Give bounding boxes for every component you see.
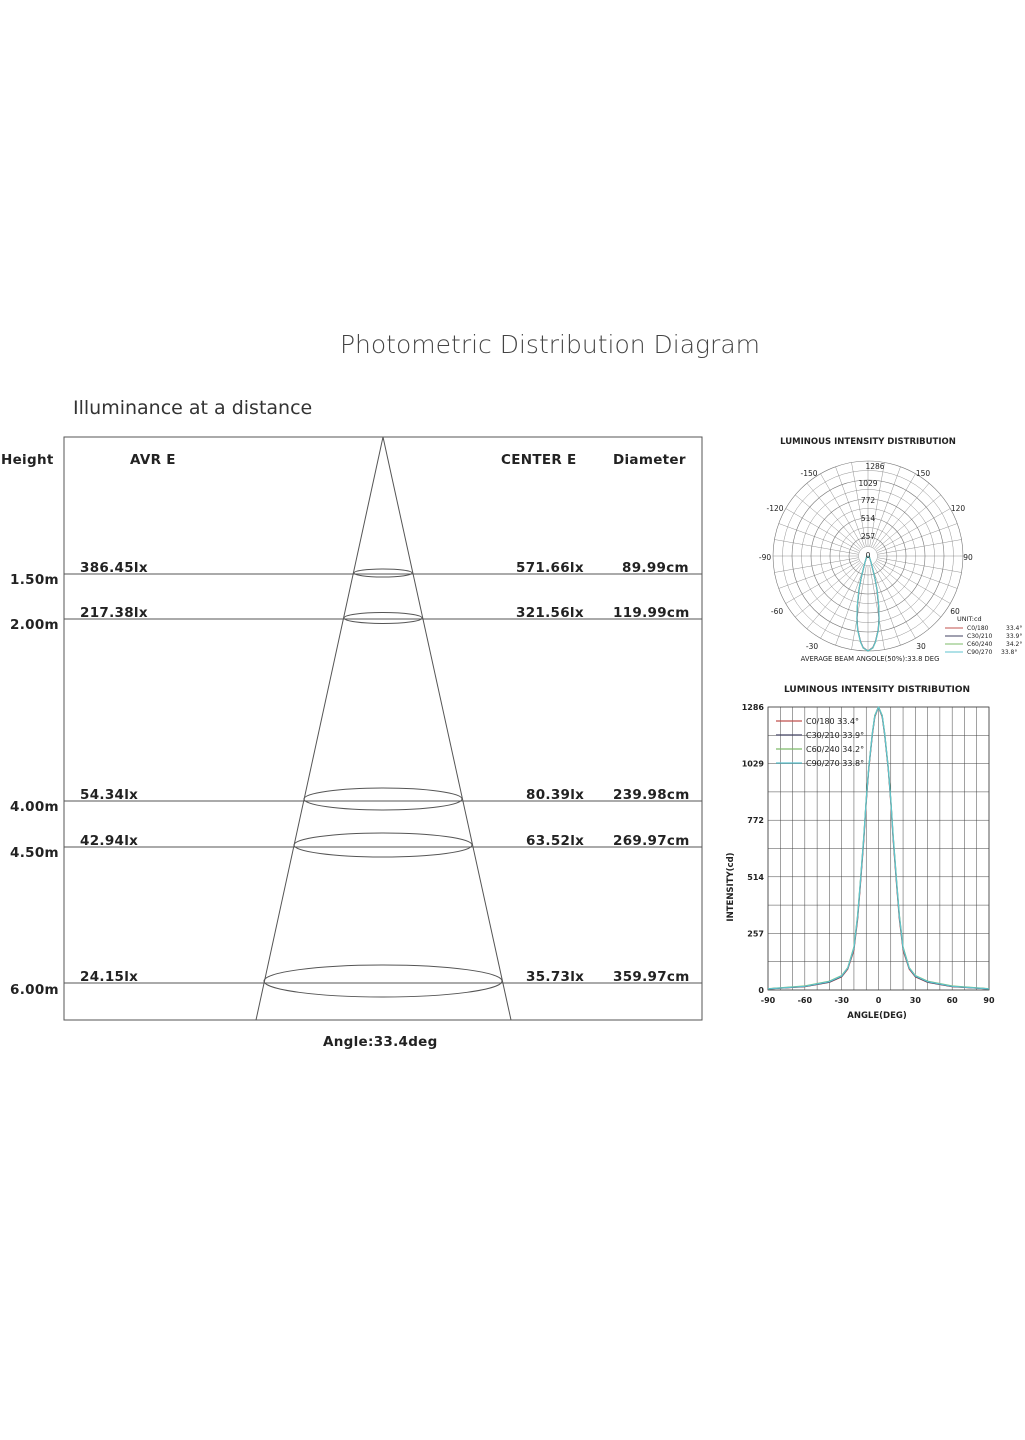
legend-label: C60/240 34.2°: [806, 745, 865, 754]
x-axis-label: ANGLE(DEG): [847, 1011, 907, 1021]
polar-legend: [945, 625, 1022, 656]
polar-angle-label: -150: [800, 469, 818, 478]
y-tick-label: 514: [747, 872, 764, 882]
polar-angle-label: 60: [950, 607, 960, 616]
x-tick-label: 60: [946, 996, 958, 1005]
legend-name: C90/270: [967, 649, 993, 656]
legend-label: C30/210 33.9°: [806, 731, 865, 740]
polar-spoke: [774, 540, 858, 555]
polar-angle-label: 30: [916, 642, 926, 651]
legend-name: C0/180: [967, 625, 989, 632]
polar-title: LUMINOUS INTENSITY DISTRIBUTION: [780, 437, 956, 447]
page-title: Photometric Distribution Diagram: [339, 330, 761, 359]
polar-spoke: [774, 558, 858, 573]
beam-ellipse-5: [264, 965, 502, 997]
chart-legend: [776, 717, 864, 768]
polar-r-label: 1029: [858, 479, 878, 488]
x-tick-label: 90: [983, 996, 995, 1005]
row-height: 2.00m: [10, 617, 59, 633]
x-tick-label: -60: [797, 996, 813, 1005]
polar-r-label: 514: [860, 514, 876, 523]
polar-angle-label: -90: [758, 553, 772, 562]
legend-value: 33.4°: [1006, 625, 1023, 632]
y-axis-ticks: [742, 703, 765, 995]
row-height: 4.00m: [10, 799, 59, 815]
row-diameter: 239.98cm: [613, 787, 690, 803]
legend-label: C90/270 33.8°: [806, 759, 865, 768]
polar-r-label: 772: [860, 496, 876, 505]
y-tick-label: 1286: [741, 703, 764, 712]
row-height: 6.00m: [10, 982, 59, 998]
row-center: 63.52lx: [526, 833, 585, 849]
row-avr: 42.94lx: [80, 833, 139, 849]
header-avr: AVR E: [130, 452, 176, 468]
legend-value: 33.8°: [1001, 649, 1018, 656]
y-tick-label: 0: [758, 986, 764, 995]
row-diameter: 119.99cm: [613, 605, 690, 621]
polar-angle-label: -60: [770, 607, 784, 616]
row-center: 35.73lx: [526, 969, 585, 985]
polar-angle-label: 150: [915, 469, 931, 478]
beam-ellipse-1: [354, 569, 412, 577]
x-tick-label: -90: [760, 996, 776, 1005]
row-diameter: 89.99cm: [622, 560, 689, 576]
polar-angle-label: -120: [766, 504, 784, 513]
cone-right-edge: [383, 437, 511, 1020]
polar-angle-label: -30: [805, 642, 819, 651]
legend-name: C30/210: [967, 633, 993, 640]
row-height: 1.50m: [10, 572, 59, 588]
polar-unit: UNIT:cd: [957, 615, 982, 623]
polar-r-label: 1286: [865, 462, 885, 471]
legend-value: 33.9°: [1006, 633, 1023, 640]
y-tick-label: 772: [747, 816, 764, 826]
header-center: CENTER E: [501, 452, 577, 468]
y-axis-label: INTENSITY(cd): [726, 852, 736, 922]
polar-angle-label: 120: [950, 504, 966, 513]
illuminance-subtitle: Illuminance at a distance: [73, 397, 313, 419]
cone-left-edge: [256, 437, 383, 1020]
polar-chart: [735, 430, 1025, 670]
row-diameter: 359.97cm: [613, 969, 690, 985]
row-avr: 24.15lx: [80, 969, 139, 985]
polar-spoke: [878, 558, 962, 573]
x-tick-label: 0: [875, 996, 882, 1005]
x-axis-ticks: [761, 996, 995, 1005]
legend-label: C0/180 33.4°: [806, 717, 859, 726]
row-avr: 386.45lx: [80, 560, 148, 576]
chart-title: LUMINOUS INTENSITY DISTRIBUTION: [783, 685, 971, 695]
diagram-frame: [64, 437, 702, 1020]
row-center: 571.66lx: [516, 560, 584, 576]
header-diameter: Diameter: [613, 452, 686, 468]
legend-name: C60/240: [967, 641, 993, 648]
polar-r-label: 257: [860, 532, 876, 541]
row-height: 4.50m: [10, 845, 59, 861]
row-diameter: 269.97cm: [613, 833, 690, 849]
row-avr: 54.34lx: [80, 787, 139, 803]
y-tick-label: 257: [747, 929, 764, 939]
row-center: 80.39lx: [526, 787, 585, 803]
polar-footer: AVERAGE BEAM ANGOLE(50%):33.8 DEG: [800, 655, 940, 663]
polar-spoke: [878, 540, 962, 555]
polar-r-label: 0: [865, 551, 871, 560]
beam-ellipse-2: [344, 613, 422, 624]
row-center: 321.56lx: [516, 605, 584, 621]
header-height: Height: [1, 452, 54, 468]
beam-ellipse-3: [304, 788, 462, 810]
angle-label: Angle:33.4deg: [323, 1034, 438, 1050]
x-tick-label: -30: [834, 996, 849, 1005]
y-tick-label: 1029: [741, 759, 764, 769]
beam-ellipse-4: [294, 833, 472, 857]
legend-value: 34.2°: [1006, 641, 1023, 648]
cartesian-chart: [715, 675, 1020, 1035]
x-tick-label: 30: [909, 996, 921, 1005]
row-avr: 217.38lx: [80, 605, 148, 621]
polar-angle-label: 90: [963, 553, 973, 562]
